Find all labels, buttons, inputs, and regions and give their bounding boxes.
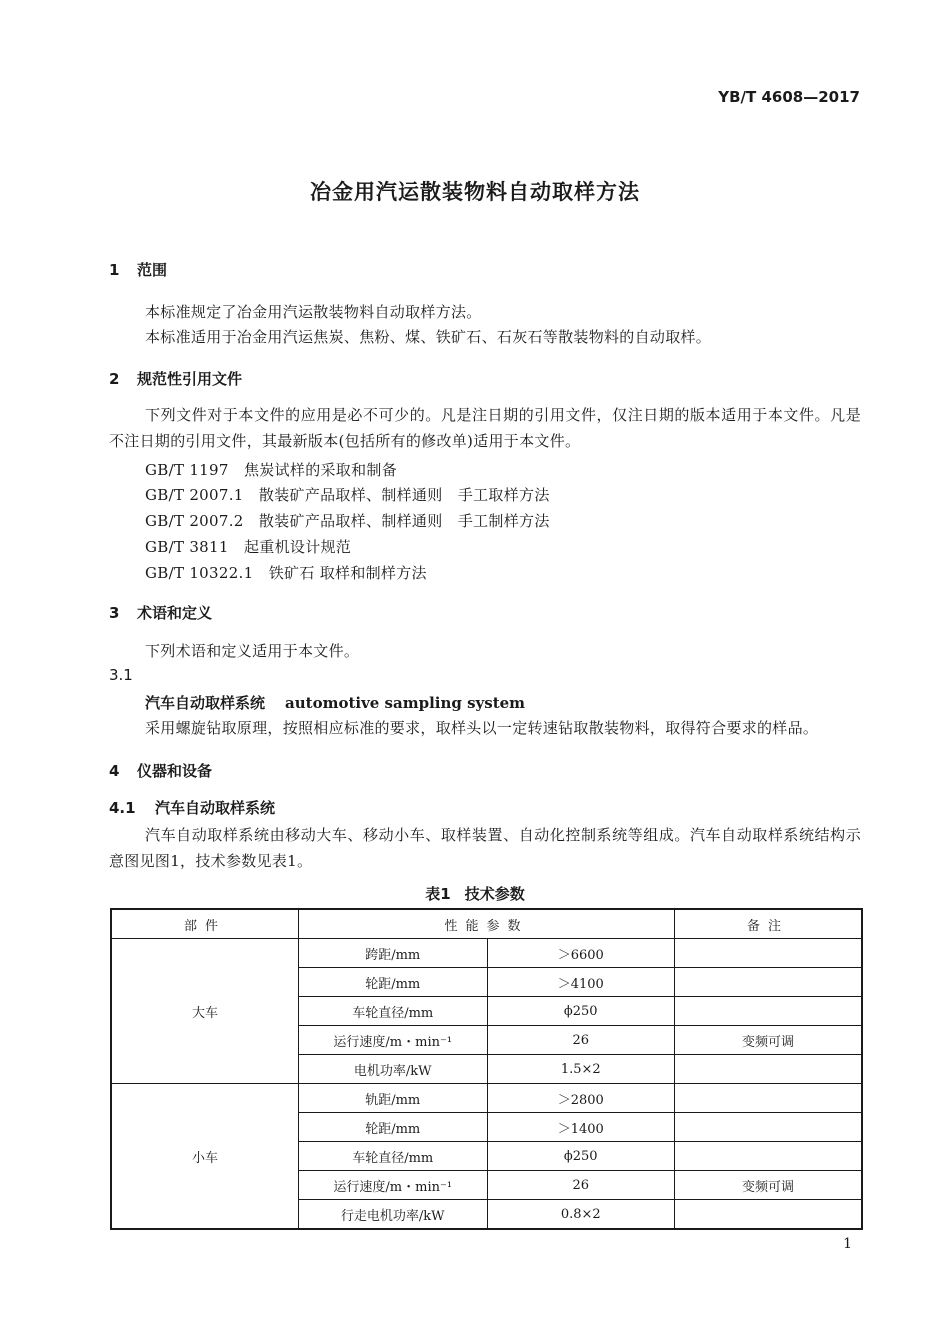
note-cell <box>675 997 862 1026</box>
value-cell: ＞6600 <box>487 939 675 968</box>
param-cell: 车轮直径/mm <box>298 997 487 1026</box>
param-cell: 轨距/mm <box>298 1084 487 1113</box>
section-number: 3 <box>109 604 120 622</box>
table-row <box>111 1084 862 1113</box>
table-label: 表1 <box>425 885 451 903</box>
header-part: 部件 <box>111 909 298 939</box>
header-note: 备注 <box>675 909 862 939</box>
section-title: 术语和定义 <box>137 604 213 622</box>
reference-item: GB/T 2007.2 散装矿产品取样、制样通则 手工制样方法 <box>145 512 550 530</box>
section-title: 仪器和设备 <box>137 762 213 780</box>
section-number: 4 <box>109 762 120 780</box>
term-chinese: 汽车自动取样系统 <box>145 694 266 712</box>
subsection-number: 4.1 <box>109 799 136 817</box>
note-cell <box>675 1142 862 1171</box>
reference-item: GB/T 2007.1 散装矿产品取样、制样通则 手工取样方法 <box>145 486 550 504</box>
table-row <box>111 939 862 968</box>
value-cell: ＞2800 <box>487 1084 675 1113</box>
paragraph: 本标准适用于冶金用汽运焦炭、焦粉、煤、铁矿石、石灰石等散装物料的自动取样。 <box>145 328 712 346</box>
note-cell <box>675 1084 862 1113</box>
reference-item: GB/T 3811 起重机设计规范 <box>145 538 352 556</box>
paragraph: 本标准规定了冶金用汽运散装物料自动取样方法。 <box>145 303 482 321</box>
table-title: 技术参数 <box>464 885 525 903</box>
value-cell: 1.5×2 <box>487 1055 675 1084</box>
section-number: 1 <box>109 261 120 279</box>
reference-item: GB/T 10322.1 铁矿石 取样和制样方法 <box>145 564 427 582</box>
section-4-heading <box>109 760 212 781</box>
value-cell: 26 <box>487 1171 675 1200</box>
value-cell: ϕ250 <box>487 997 675 1026</box>
param-cell: 电机功率/kW <box>298 1055 487 1084</box>
paragraph: 下列文件对于本文件的应用是必不可少的。凡是注日期的引用文件，仅注日期的版本适用于本文件。凡是不注日期的引用文件，其最新版本(包括所有的修改单)适用于本文件。 <box>109 406 861 450</box>
document-title: 冶金用汽运散装物料自动取样方法 <box>310 180 640 204</box>
standard-number: YB/T 4608—2017 <box>718 88 860 106</box>
term-entry <box>145 692 525 713</box>
value-cell: ＞1400 <box>487 1113 675 1142</box>
part-cell: 小车 <box>111 1084 298 1230</box>
subsection-4-1-heading <box>109 797 275 818</box>
table-caption <box>0 883 950 904</box>
value-cell: 26 <box>487 1026 675 1055</box>
paragraph: 下列术语和定义适用于本文件。 <box>145 642 360 660</box>
param-cell: 轮距/mm <box>298 968 487 997</box>
table-header-row <box>111 909 862 939</box>
param-cell: 跨距/mm <box>298 939 487 968</box>
section-3-heading <box>109 602 212 623</box>
paragraph: 汽车自动取样系统由移动大车、移动小车、取样装置、自动化控制系统等组成。汽车自动取样系统结构示意图见图1，技术参数见表1。 <box>109 826 861 870</box>
subsection-title: 汽车自动取样系统 <box>155 799 276 817</box>
value-cell: ＞4100 <box>487 968 675 997</box>
param-cell: 运行速度/m・min⁻¹ <box>298 1026 487 1055</box>
page-number: 1 <box>843 1236 852 1252</box>
section-title: 范围 <box>137 261 168 279</box>
value-cell: ϕ250 <box>487 1142 675 1171</box>
technical-parameters-table <box>110 908 863 1230</box>
term-english: automotive sampling system <box>285 694 526 712</box>
section-1-heading <box>109 259 167 280</box>
part-cell: 大车 <box>111 939 298 1084</box>
param-cell: 轮距/mm <box>298 1113 487 1142</box>
term-definition: 采用螺旋钻取原理，按照相应标准的要求，取样头以一定转速钻取散装物料，取得符合要求的样品。 <box>145 719 819 737</box>
reference-item: GB/T 1197 焦炭试样的采取和制备 <box>145 461 398 479</box>
note-cell <box>675 1113 862 1142</box>
note-cell: 变频可调 <box>675 1171 862 1200</box>
note-cell <box>675 939 862 968</box>
header-params: 性能参数 <box>298 909 674 939</box>
param-cell: 车轮直径/mm <box>298 1142 487 1171</box>
param-cell: 行走电机功率/kW <box>298 1200 487 1230</box>
section-number: 2 <box>109 370 120 388</box>
subsection-number: 3.1 <box>109 666 133 684</box>
note-cell <box>675 968 862 997</box>
param-cell: 运行速度/m・min⁻¹ <box>298 1171 487 1200</box>
section-2-heading <box>109 368 242 389</box>
note-cell <box>675 1200 862 1230</box>
note-cell: 变频可调 <box>675 1026 862 1055</box>
section-title: 规范性引用文件 <box>137 370 243 388</box>
value-cell: 0.8×2 <box>487 1200 675 1230</box>
note-cell <box>675 1055 862 1084</box>
